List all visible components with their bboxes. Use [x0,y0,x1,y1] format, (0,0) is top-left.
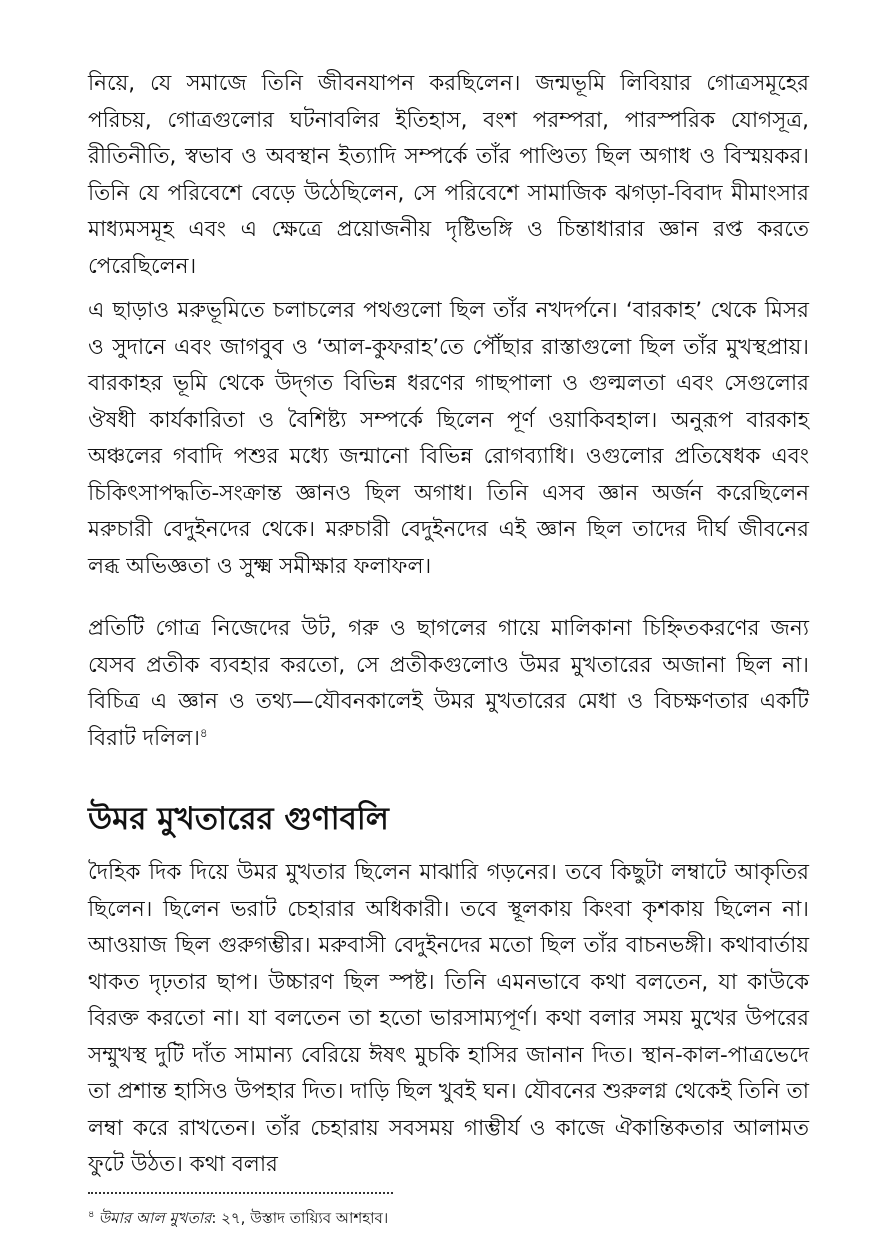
footnote [88,1204,388,1229]
footnote-mark: ৪ [88,1209,95,1220]
section-heading: উমর মুখতারের গুণাবলি [88,801,389,837]
footnote-source-title: উমার আল মুখতার [98,1209,212,1227]
footnote-divider [88,1192,393,1194]
footnote-reference[interactable]: ৪ [199,725,208,740]
footnote-detail: : ২৭, উস্তাদ তায়্যিব আশহাব। [211,1209,389,1227]
body-paragraph: এ ছাড়াও মরুভূমিতে চলাচলের পথগুলো ছিল তাঁর নখদর্পনে। ‘বারকাহ’ থেকে মিসর ও সুদানে এবং জাগবুব ও ‘আল-কুফরাহ’তে পৌঁছার রাস্তাগুলো ছিল তাঁর মুখস্থপ্রায়। বারকাহর ভূমি থেকে উদ্‌গত বিভিন্ন ধরণের গাছপালা ও গুল্মলতা এবং সেগুলোর ঔষধী কার্যকারিতা ও বৈশিষ্ট্য সম্পর্কে ছিলেন পূর্ণ ওয়াকিবহাল। অনুরূপ বারকাহ অঞ্চলের গবাদি পশুর মধ্যে জন্মানো বিভিন্ন রোগব্যাধি। ওগুলোর প্রতিষেধক এবং চিকিৎসাপদ্ধতি-সংক্রান্ত জ্ঞানও ছিল অগাধ। তিনি এসব জ্ঞান অর্জন করেছিলেন মরুচারী বেদুইনদের থেকে। মরুচারী বেদুইনদের এই জ্ঞান ছিল তাদের দীর্ঘ জীবনের লব্ধ অভিজ্ঞতা ও সুক্ষ্ম সমীক্ষার ফলাফল। [88,298,809,579]
body-paragraph: নিয়ে, যে সমাজে তিনি জীবনযাপন করছিলেন। জন্মভূমি লিবিয়ার গোত্রসমূহের পরিচয়, গোত্রগুলোর ঘটনাবলির ইতিহাস, বংশ পরম্পরা, পারস্পরিক যোগসূত্র, রীতিনীতি, স্বভাব ও অবস্থান ইত্যাদি সম্পর্কে তাঁর পাণ্ডিত্য ছিল অগাধ ও বিস্ময়কর। তিনি যে পরিবেশে বেড়ে উঠেছিলেন, সে পরিবেশে সামাজিক ঝগড়া-বিবাদ মীমাংসার মাধ্যমসমূহ এবং এ ক্ষেত্রে প্রয়োজনীয় দৃষ্টিভঙ্গি ও চিন্তাধারার জ্ঞান রপ্ত করতে পেরেছিলেন। [88,71,809,279]
section-body-paragraph: দৈহিক দিক দিয়ে উমর মুখতার ছিলেন মাঝারি গড়নের। তবে কিছুটা লম্বাটে আকৃতির ছিলেন। ছিলেন ভরাট চেহারার অধিকারী। তবে স্থূলকায় কিংবা কৃশকায় ছিলেন না। আওয়াজ ছিল গুরুগম্ভীর। মরুবাসী বেদুইনদের মতো ছিল তাঁর বাচনভঙ্গী। কথাবার্তায় থাকত দৃঢ়তার ছাপ। উচ্চারণ ছিল স্পষ্ট। তিনি এমনভাবে কথা বলতেন, যা কাউকে বিরক্ত করতো না। যা বলতেন তা হতো ভারসাম্যপূর্ণ। কথা বলার সময় মুখের উপরের সম্মুখস্থ দুটি দাঁত সামান্য বেরিয়ে ঈষৎ মুচকি হাসির জানান দিত। স্থান-কাল-পাত্রভেদে তা প্রশান্ত হাসিও উপহার দিত। দাড়ি ছিল খুবই ঘন। যৌবনের শুরুলগ্ন থেকেই তিনি তা লম্বা করে রাখতেন। তাঁর চেহারায় সবসময় গাম্ভীর্য ও কাজে ঐকান্তিকতার আলামত ফুটে উঠত। কথা বলার [88,860,809,1177]
body-paragraph [88,611,809,757]
paragraph-text: প্রতিটি গোত্র নিজেদের উট, গরু ও ছাগলের গায়ে মালিকানা চিহ্নিতকরণের জন্য যেসব প্রতীক ব্যবহার করতো, সে প্রতীকগুলোও উমর মুখতারের অজানা ছিল না। বিচিত্র এ জ্ঞান ও তথ্য—যৌবনকালেই উমর মুখতারের মেধা ও বিচক্ষণতার একটি বিরাট দলিল। [88,616,809,751]
